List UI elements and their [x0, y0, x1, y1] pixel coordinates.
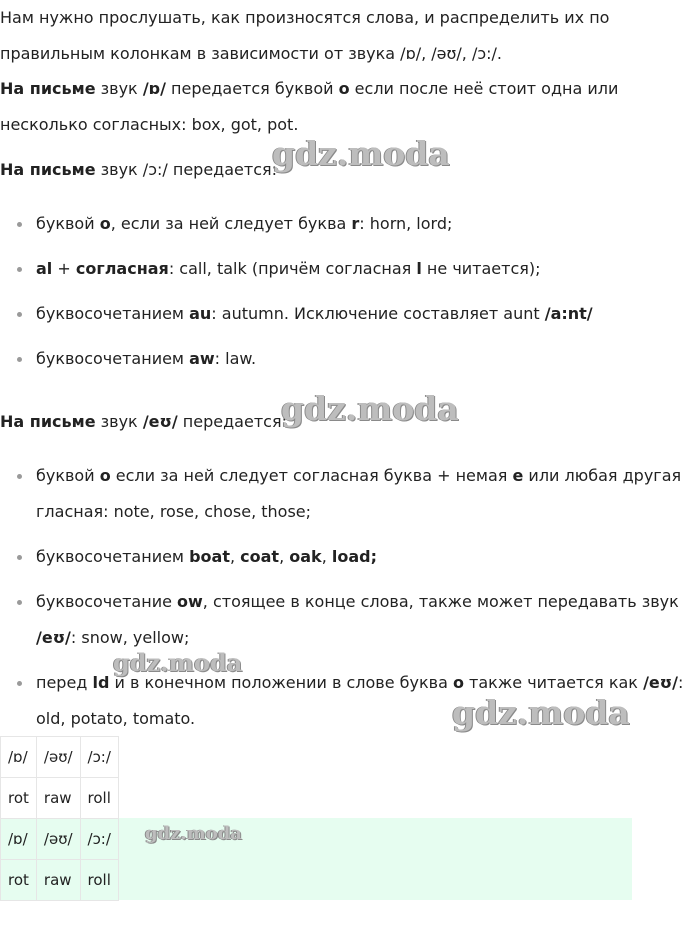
list-item: al + согласная: call, talk (причём согласная l не читается); [0, 251, 680, 296]
bullet-dot-icon [17, 357, 22, 362]
table-row [1, 737, 119, 778]
rule-ou-list [0, 458, 683, 746]
table-header-cell: /ɔ:/ [80, 819, 118, 860]
rule-o-line-1 [0, 71, 680, 107]
rule-aw-mid: звук /ɔ:/ передается: [95, 160, 277, 179]
list-item: буквосочетание ow, стоящее в конце слова, также может передавать звук /eʊ/: snow, yellow; [0, 584, 680, 665]
intro-line-1: Нам нужно прослушать, как произносятся слова, и распределить их по [0, 8, 610, 27]
watermark-4: gdz.moda [452, 693, 630, 732]
bullet-dot-icon [17, 555, 22, 560]
bullet-dot-icon [17, 267, 22, 272]
rule-ou-sound: /eʊ/ [142, 412, 178, 431]
table-header-cell: /əʊ/ [36, 737, 80, 778]
table-cell: rot [1, 778, 37, 819]
rule-aw-prefix: На письме [0, 160, 96, 179]
list-item: буквой о если за ней следует согласная буква + немая е или любая другая гласная: note, rose, chose, those; [0, 458, 680, 539]
table-header-cell: /ɔ:/ [80, 737, 118, 778]
rule-o-mid2: передается буквой [165, 79, 339, 98]
bullet-dot-icon [17, 222, 22, 227]
table-cell: roll [80, 860, 118, 901]
table-cell: raw [36, 778, 80, 819]
table-row [1, 778, 119, 819]
rule-o-letter: о [338, 79, 350, 98]
watermark-5: gdz.moda [145, 823, 242, 844]
table-cell: roll [80, 778, 118, 819]
rule-o-tail: если после неё стоит одна или [349, 79, 619, 98]
bullet-dot-icon [17, 681, 22, 686]
watermark-1: gdz.moda [272, 134, 450, 173]
rule-o-mid1: звук [95, 79, 143, 98]
bullet-dot-icon [17, 600, 22, 605]
table-header-cell: /əʊ/ [36, 819, 80, 860]
table-header-cell: /ɒ/ [1, 737, 37, 778]
rule-aw-list [0, 206, 680, 386]
rule-ou-heading: На письме звук /eʊ/ передается: [0, 412, 287, 431]
list-item: буквосочетанием au: autumn. Исключение составляет aunt /a:nt/ [0, 296, 680, 341]
table-row [1, 860, 119, 901]
table-cell: raw [36, 860, 80, 901]
list-item: буквой o, если за ней следует буква r: horn, lord; [0, 206, 680, 251]
watermark-2: gdz.moda [281, 389, 459, 428]
phoneme-table-2 [0, 818, 119, 901]
table-cell: rot [1, 860, 37, 901]
watermark-3: gdz.moda [113, 648, 243, 677]
rule-ou-prefix: На письме [0, 412, 96, 431]
bullet-dot-icon [17, 474, 22, 479]
rule-o-prefix: На письме [0, 79, 96, 98]
table-row [1, 819, 119, 860]
rule-aw-heading [0, 152, 680, 188]
list-item: буквосочетанием boat, coat, oak, load; [0, 539, 680, 584]
list-item: буквосочетанием aw: law. [0, 341, 680, 386]
rule-o-line-2: несколько согласных: box, got, pot. [0, 115, 299, 134]
table-header-cell: /ɒ/ [1, 819, 37, 860]
list-item: перед ld и в конечном положении в слове буква o также читается как /eʊ/: old, potato, tomato. [0, 665, 680, 746]
intro-line-2: правильным колонкам в зависимости от звука /ɒ/, /əʊ/, /ɔ:/. [0, 44, 503, 63]
phoneme-table-1 [0, 736, 119, 819]
bullet-dot-icon [17, 312, 22, 317]
rule-o-sound: /ɒ/ [142, 79, 166, 98]
